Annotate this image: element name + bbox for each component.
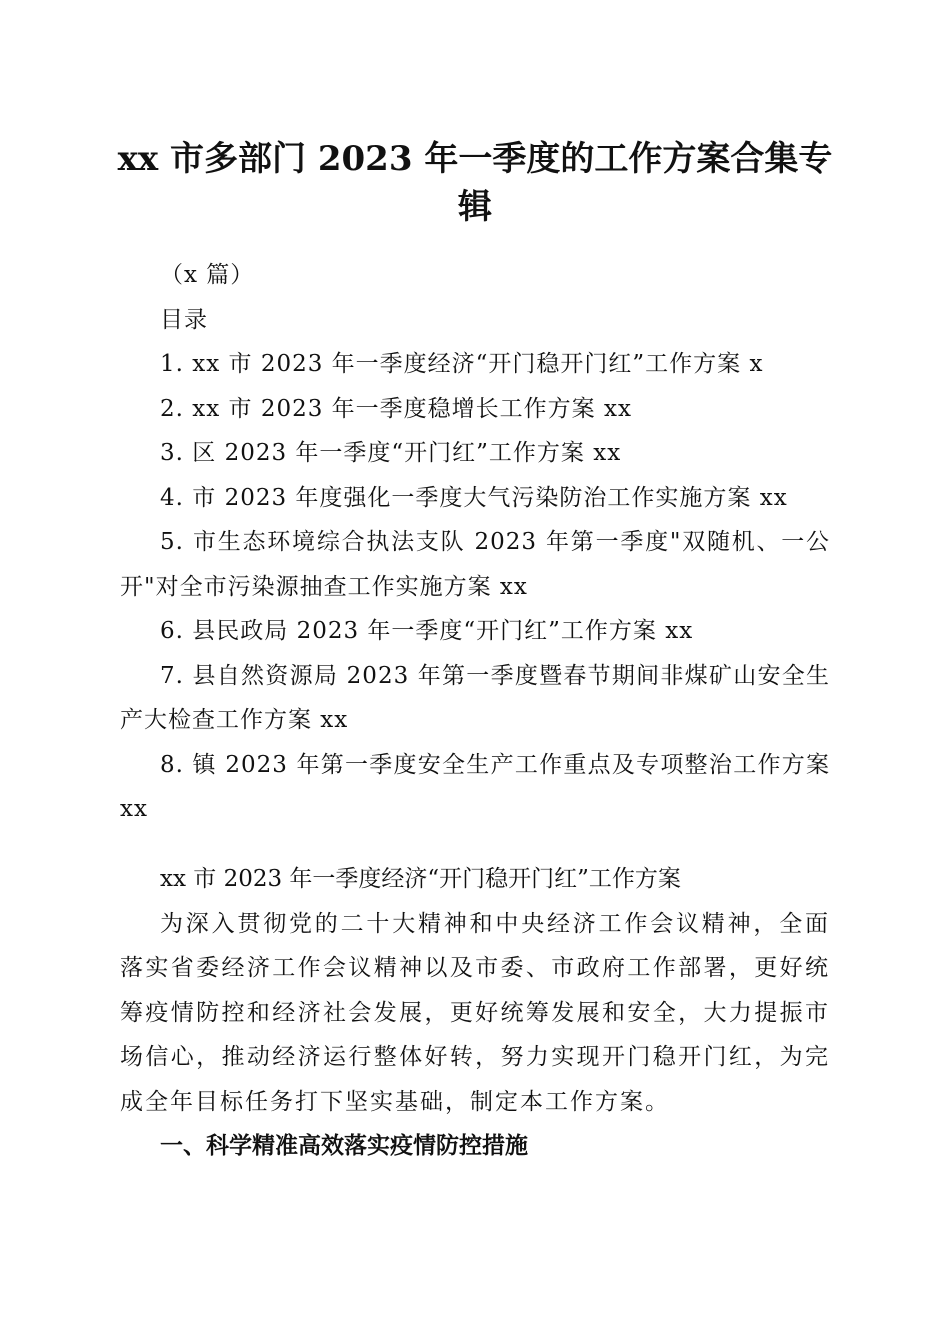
toc-item: 1. xx 市 2023 年一季度经济“开门稳开门红”工作方案 x: [160, 351, 764, 377]
toc-item: 8. 镇 2023 年第一季度安全生产工作重点及专项整治工作方案 xx: [120, 751, 830, 822]
document-body: [120, 857, 830, 1169]
section-title: xx 市 2023 年一季度经济“开门稳开门红”工作方案: [160, 866, 681, 892]
toc-label: 目录: [160, 306, 208, 333]
article-count: （x 篇）: [160, 262, 255, 288]
toc-item: 4. 市 2023 年度强化一季度大气污染防治工作实施方案 xx: [160, 484, 788, 511]
toc-item: 7. 县自然资源局 2023 年第一季度暨春节期间非煤矿山安全生产大检查工作方案 xx: [120, 662, 830, 733]
section-heading: 一、科学精准高效落实疫情防控措施: [160, 1133, 528, 1159]
toc-item: 6. 县民政局 2023 年一季度“开门红”工作方案 xx: [160, 618, 694, 644]
table-of-contents: [120, 253, 830, 832]
toc-item: 5. 市生态环境综合执法支队 2023 年第一季度"双随机、一公开"对全市污染源抽查工作实施方案 xx: [120, 529, 830, 600]
toc-item: 2. xx 市 2023 年一季度稳增长工作方案 xx: [160, 395, 632, 422]
toc-item: 3. 区 2023 年一季度“开门红”工作方案 xx: [160, 440, 622, 466]
document-title: xx 市多部门 2023 年一季度的工作方案合集专辑: [117, 139, 833, 227]
intro-paragraph: 为深入贯彻党的二十大精神和中央经济工作会议精神，全面落实省委经济工作会议精神以及市委、市政府工作部署，更好统筹疫情防控和经济社会发展，更好统筹发展和安全，大力提振市场信心，推动经济运行整体好转，努力实现开门稳开门红，为完成全年目标任务打下坚实基础，制定本工作方案。: [120, 910, 830, 1115]
